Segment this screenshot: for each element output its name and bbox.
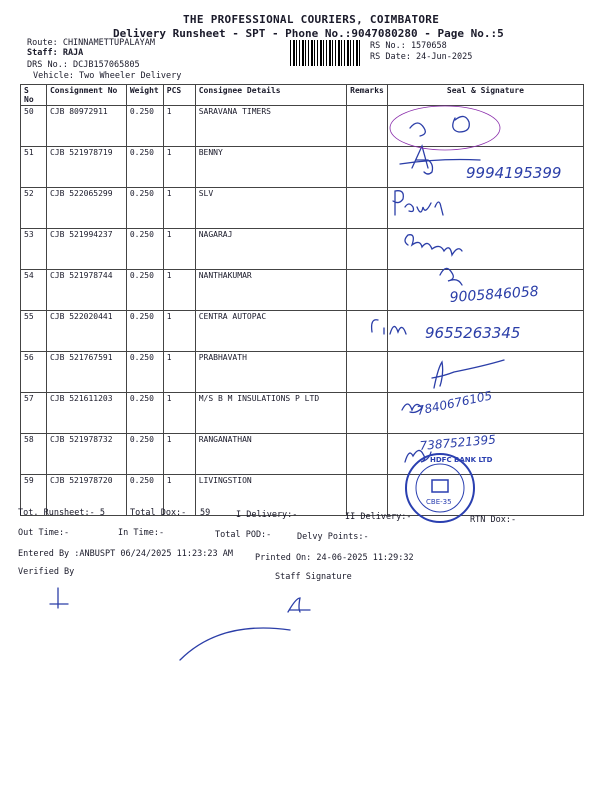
cell-pcs: 1 — [163, 229, 195, 270]
staff: Staff: RAJA — [27, 48, 84, 58]
rtn-dox: RTN Dox:- — [470, 515, 517, 525]
col-consignee: Consignee Details — [195, 85, 346, 106]
signature-stroke — [288, 598, 310, 612]
cell-pcs: 1 — [163, 311, 195, 352]
stamp-bank-name: HDFC BANK LTD — [430, 456, 493, 464]
signature-stroke — [432, 360, 504, 388]
cell-weight: 0.250 — [126, 106, 163, 147]
ii-delivery: II Delivery:- — [345, 512, 412, 522]
cell-sno: 53 — [21, 229, 47, 270]
col-signature: Seal & Signature — [387, 85, 583, 106]
signature-stroke — [393, 191, 443, 215]
signature-stroke — [372, 320, 406, 334]
total-runsheet: Tot. Runsheet:- 5 — [18, 508, 105, 518]
cell-consignment: CJB 522020441 — [46, 311, 126, 352]
total-pod: Total POD:- — [215, 530, 272, 540]
cell-weight: 0.250 — [126, 270, 163, 311]
cell-consignment: CJB 521978720 — [46, 475, 126, 516]
cell-weight: 0.250 — [126, 393, 163, 434]
cell-pcs: 1 — [163, 434, 195, 475]
signature-stroke — [453, 116, 470, 132]
cell-pcs: 1 — [163, 188, 195, 229]
col-pcs: PCS — [163, 85, 195, 106]
entered-by: Entered By :ANBUSPT 06/24/2025 11:23:23 AM — [18, 549, 233, 559]
cell-pcs: 1 — [163, 106, 195, 147]
col-sno: S No — [21, 85, 47, 106]
total-dox-label: Total Dox:- — [130, 508, 187, 518]
cell-consignment: CJB 521978719 — [46, 147, 126, 188]
signature-stroke — [405, 235, 462, 255]
cell-consignment: CJB 521767591 — [46, 352, 126, 393]
cell-sno: 57 — [21, 393, 47, 434]
cell-weight: 0.250 — [126, 188, 163, 229]
cell-consignment: CJB 80972911 — [46, 106, 126, 147]
cell-weight: 0.250 — [126, 311, 163, 352]
cell-sno: 58 — [21, 434, 47, 475]
cell-sno: 50 — [21, 106, 47, 147]
col-weight: Weight — [126, 85, 163, 106]
rs-number: RS No.: 1570658 — [370, 41, 447, 51]
stamp-logo — [432, 480, 448, 492]
cell-pcs: 1 — [163, 352, 195, 393]
out-time: Out Time:- — [18, 528, 70, 538]
in-time: In Time:- — [118, 528, 165, 538]
cell-consignee: BENNY — [195, 147, 346, 188]
total-dox-value: 59 — [200, 508, 211, 518]
cell-consignee: LIVINGSTION — [195, 475, 346, 516]
signature-stroke — [180, 628, 290, 660]
handwritten-phone-55: 9655263345 — [425, 324, 521, 342]
cell-pcs: 1 — [163, 475, 195, 516]
cell-pcs: 1 — [163, 270, 195, 311]
handwritten-phone-51: 9994195399 — [466, 164, 562, 182]
cell-consignment: CJB 521611203 — [46, 393, 126, 434]
cell-consignee: RANGANATHAN — [195, 434, 346, 475]
drs-number: DRS No.: DCJB157065805 — [27, 60, 140, 70]
cell-sno: 54 — [21, 270, 47, 311]
signature-stroke — [50, 588, 68, 608]
delivery-points: Delvy Points:- — [297, 532, 369, 542]
i-delivery: I Delivery:- — [236, 510, 298, 520]
cell-sno: 56 — [21, 352, 47, 393]
cell-consignee: NAGARAJ — [195, 229, 346, 270]
handwritten-phone-54: 9005846058 — [449, 283, 540, 306]
cell-consignee: CENTRA AUTOPAC — [195, 311, 346, 352]
col-remarks: Remarks — [347, 85, 388, 106]
cell-weight: 0.250 — [126, 434, 163, 475]
company-name: THE PROFESSIONAL COURIERS, COIMBATORE — [183, 13, 440, 26]
cell-consignee: SLV — [195, 188, 346, 229]
cell-weight: 0.250 — [126, 352, 163, 393]
stamp-branch: CBE-35 — [426, 498, 452, 506]
verified-by: Verified By — [18, 567, 75, 577]
cell-consignee: NANTHAKUMAR — [195, 270, 346, 311]
cell-sno: 52 — [21, 188, 47, 229]
staff-signature: Staff Signature — [275, 572, 352, 582]
highlight-mark — [390, 106, 500, 150]
handwritten-phone-58: 7387521395 — [419, 432, 497, 453]
cell-sno: 55 — [21, 311, 47, 352]
handwritten-phone-57: 7840676105 — [415, 388, 494, 418]
bank-stamp — [406, 454, 493, 522]
cell-pcs: 1 — [163, 147, 195, 188]
cell-weight: 0.250 — [126, 475, 163, 516]
route: Route: CHINNAMETTUPALAYAM — [27, 38, 155, 48]
printed-on: Printed On: 24-06-2025 11:29:32 — [255, 553, 414, 563]
cell-sno: 59 — [21, 475, 47, 516]
cell-consignment: CJB 522065299 — [46, 188, 126, 229]
cell-consignment: CJB 521994237 — [46, 229, 126, 270]
cell-weight: 0.250 — [126, 229, 163, 270]
cell-consignment: CJB 521978732 — [46, 434, 126, 475]
cell-consignee: M/S B M INSULATIONS P LTD — [195, 393, 346, 434]
rs-date: RS Date: 24-Jun-2025 — [370, 52, 473, 62]
cell-consignee: SARAVANA TIMERS — [195, 106, 346, 147]
runsheet-title: Delivery Runsheet - SPT - Phone No.:9047080280 - Page No.:5 — [113, 27, 504, 40]
col-consignment: Consignment No — [46, 85, 126, 106]
signature-stroke — [440, 268, 462, 285]
vehicle: Vehicle: Two Wheeler Delivery — [33, 71, 182, 81]
signature-stroke — [410, 123, 425, 136]
cell-weight: 0.250 — [126, 147, 163, 188]
signature-stroke — [412, 146, 433, 174]
cell-pcs: 1 — [163, 393, 195, 434]
cell-consignee: PRABHAVATH — [195, 352, 346, 393]
cell-sno: 51 — [21, 147, 47, 188]
cell-consignment: CJB 521978744 — [46, 270, 126, 311]
